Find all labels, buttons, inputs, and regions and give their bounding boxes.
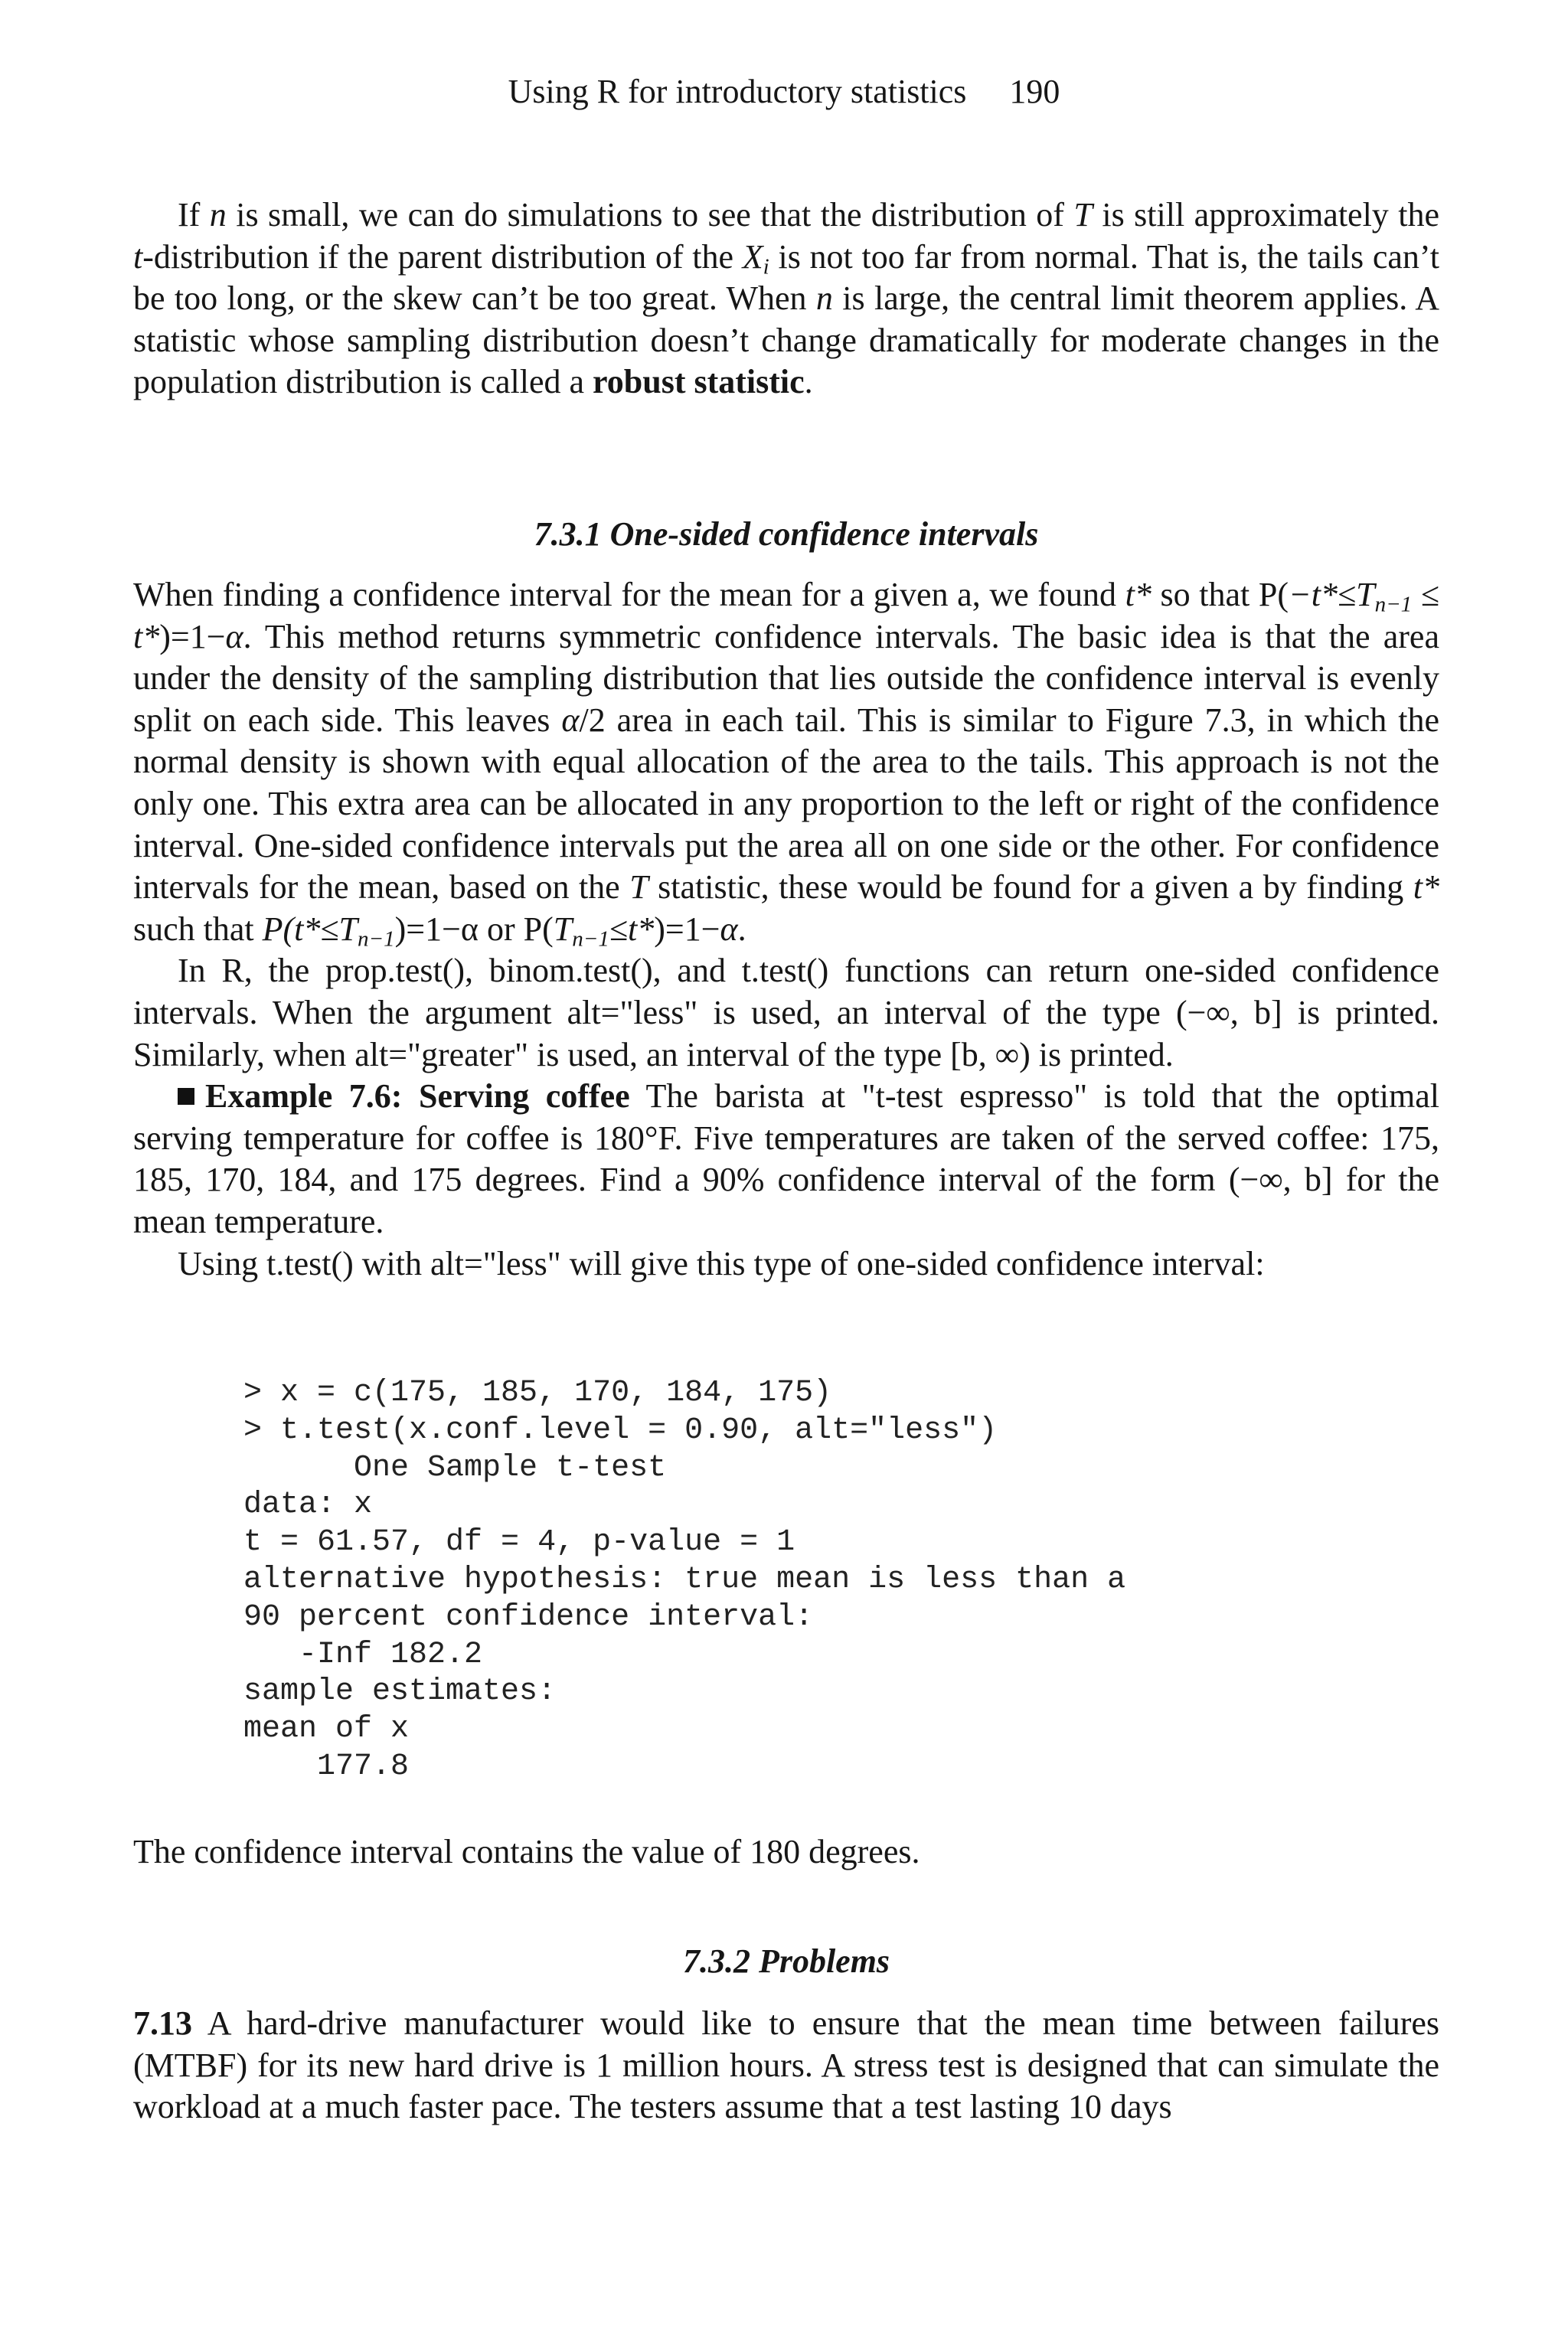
problems-block	[133, 2003, 1439, 2128]
problem-number: 7.13	[133, 2004, 192, 2042]
code-line: t = 61.57, df = 4, p-value = 1	[243, 1525, 795, 1560]
code-line: mean of x	[243, 1712, 410, 1747]
r-functions-paragraph: In R, the prop.test(), binom.test(), and t.test() functions can return one-sided confidence intervals. When the argument alt="less" is used, an interval of the type (−∞, b] is printed. Similarly, when alt="greater" is used, an interval of the type [b, ∞) is printed.	[133, 952, 1439, 1073]
code-line: > t.test(x.conf.level = 0.90, alt="less")	[243, 1413, 998, 1448]
code-line: > x = c(175, 185, 170, 184, 175)	[243, 1376, 832, 1410]
code-line: alternative hypothesis: true mean is less than a	[243, 1562, 1126, 1597]
robust-statistic-term: robust statistic	[593, 363, 805, 401]
r-code-block	[243, 1375, 1438, 1786]
running-head-title: Using R for introductory statistics	[508, 73, 967, 110]
intro-paragraph: If n is small, we can do simulations to see that the distribution of T is still approximately the t-distribution if the parent distribution of the $X_i$ is not too far from normal. That is, the tails can’t be too long, or the skew can’t be too great. When n is large, the central limit theorem applies. A statistic whose sampling distribution doesn’t change dramatically for moderate changes in the population distribution is called a robust statistic.	[133, 196, 1440, 401]
code-line: 90 percent confidence interval:	[243, 1599, 814, 1635]
t-test-intro-paragraph: Using t.test() with alt="less" will give this type of one-sided confidence interval:	[178, 1244, 1265, 1282]
section-7-3-1-body	[133, 574, 1439, 1285]
running-head	[0, 70, 1568, 113]
code-line: One Sample t-test	[243, 1450, 667, 1485]
example-7-6-paragraph: Example 7.6: Serving coffee The barista at "t-test espresso" is told that the optimal serving temperature for coffee is 180°F. Five temperatures are taken of the served coffee: 175, 185, 170, 184, and 175 degrees. Find a 90% confidence interval of the form (−∞, b] for the mean temperature.	[133, 1077, 1440, 1240]
section-heading-7-3-1: 7.3.1 One-sided confidence intervals	[534, 515, 1039, 553]
code-line: data: x	[243, 1488, 373, 1523]
section-heading-7-3-2: 7.3.2 Problems	[682, 1942, 890, 1980]
code-line: sample estimates:	[243, 1674, 557, 1710]
conclusion-block	[133, 1831, 1439, 1873]
code-line: 177.8	[243, 1749, 410, 1784]
conclusion-paragraph: The confidence interval contains the value of 180 degrees.	[133, 1833, 920, 1870]
problem-7-13-paragraph: 7.13 A hard-drive manufacturer would like to ensure that the mean time between failures (MTBF) for its new hard drive is 1 million hours. A stress test is designed that can simulate the workload at a much faster pace. The testers assume that a test lasting 10 days	[133, 2004, 1439, 2126]
one-sided-ci-paragraph: When finding a confidence interval for the mean for a given a, we found t* so that $P(-t*\le T_{n-1} \le t*)=1-\alpha$. This method returns symmetric confidence intervals. The basic idea is that the area under the density of the sampling distribution that lies outside the confidence interval is evenly split on each side. This leaves α/2 area in each tail. This is similar to Figure 7.3, in which the normal density is shown with equal allocation of the area to the tails. This approach is not the only one. This extra area can be allocated in any proportion to the left or right of the confidence interval. One-sided confidence intervals put the area all on one side or the other. For confidence intervals for the mean, based on the T statistic, these would be found for a given a by finding t* such that $P(t*\le T_{n-1})=1-\alpha$ or $P(T_{n-1}\le t*)=1-\alpha$.	[133, 576, 1440, 951]
page-number: 190	[1009, 73, 1060, 110]
example-label: Example 7.6: Serving coffee	[205, 1077, 630, 1116]
example-marker-square-icon	[178, 1088, 194, 1105]
code-line: -Inf 182.2	[243, 1637, 483, 1672]
intro-paragraph-block	[133, 194, 1439, 403]
